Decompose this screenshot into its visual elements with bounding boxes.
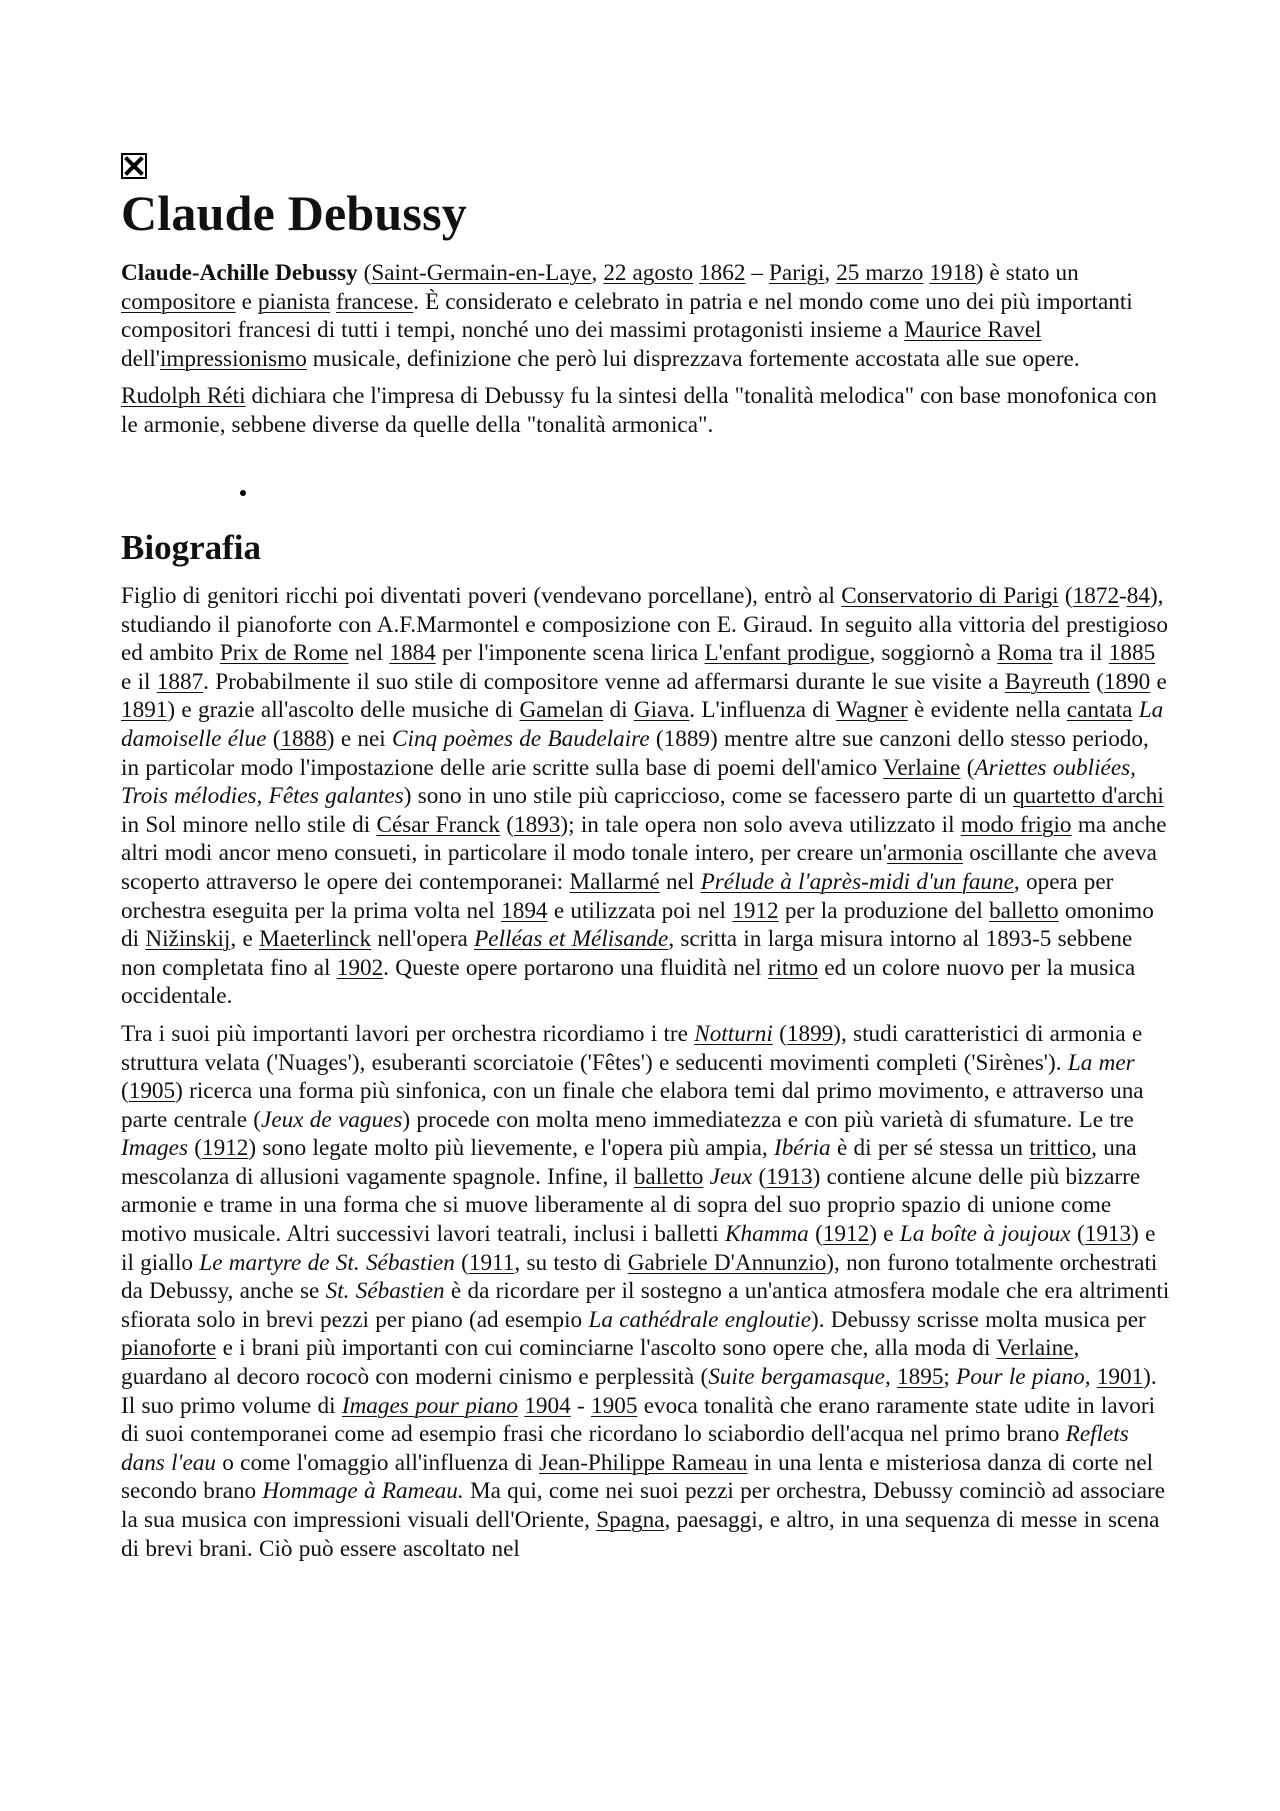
text-run: nell'opera (371, 926, 475, 953)
text-run: ). Debussy scrisse molta musica per (810, 1306, 1146, 1333)
text-run: ); in tale opera non solo aveva utilizzato il (560, 811, 961, 838)
wiki-link[interactable]: 1888 (280, 725, 327, 752)
wiki-link[interactable]: Notturni (694, 1020, 773, 1047)
text-run: è da ricordare per il sostegno a un'antica atmosfera modale che era altrimenti sfiorata solo in brevi pezzi per piano (ad esempio (121, 1278, 1170, 1333)
wiki-link[interactable]: cantata (1066, 697, 1133, 724)
wiki-link[interactable]: Gabriele D'Annunzio (627, 1249, 827, 1276)
text-run: , paesaggi, e altro, in una sequenza di messe in scena di brevi brani. Ciò può essere ascoltato nel (121, 1507, 1160, 1562)
text-run: oscillante che aveva scoperto attraverso le opere dei contemporanei: (121, 840, 1157, 895)
wiki-link[interactable]: 1891 (121, 697, 168, 724)
italic-text: La cathédrale engloutie (588, 1306, 811, 1333)
text-run: ( (1070, 1221, 1085, 1248)
wiki-link[interactable]: balletto (633, 1163, 704, 1190)
text-run: ( (357, 260, 372, 286)
biography-paragraph (121, 582, 1171, 1011)
text-run: , su testo di (514, 1249, 628, 1276)
wiki-link[interactable]: Images pour piano (341, 1392, 519, 1419)
text-run: ), studi caratteristici di armonia e struttura velata ('Nuages'), esuberanti scorciatoie ('Fêtes') e seducenti movimenti completi ('Sirènes'). (121, 1020, 1143, 1076)
wiki-link[interactable]: 1872 (1072, 583, 1120, 609)
italic-text: Ibéria (773, 1135, 831, 1162)
wiki-link[interactable]: 22 agosto (603, 260, 694, 286)
text-run: dichiara che l'impresa di Debussy fu la sintesi della "tonalità melodica" con base monofonica con le armonie, sebbene diverse da quelle della "tonalità armonica". (121, 383, 1157, 438)
text-run: ). Il suo primo volume di (121, 1364, 1157, 1419)
text-run: ) sono in uno stile più capriccioso, come se facessero parte di un (403, 783, 1013, 810)
text-run: ( (1089, 668, 1104, 695)
text-run: - (570, 1392, 592, 1419)
text-run: , e (230, 926, 260, 953)
text-run: , (591, 260, 604, 286)
wiki-link[interactable]: Wagner (836, 697, 908, 724)
text-run: è evidente nella (907, 697, 1067, 724)
text-run: ) e nei (326, 725, 393, 752)
broken-image-icon (121, 153, 147, 179)
text-run: e il (121, 668, 157, 695)
wiki-link[interactable]: Parigi (769, 260, 825, 286)
text-run: ( (121, 1078, 129, 1105)
wiki-link[interactable]: Verlaine (883, 754, 961, 781)
text-run: ( (187, 1135, 203, 1162)
italic-text: Cinq poèmes de Baudelaire (392, 725, 650, 752)
text-run: , opera per orchestra eseguita per la prima volta nel (121, 868, 1114, 924)
text-run: e i brani più importanti con cui cominciarne l'ascolto sono opere che, alla moda di (216, 1335, 997, 1362)
wiki-link[interactable]: Nižinskij (145, 926, 231, 953)
wiki-link[interactable]: francese (336, 288, 414, 315)
intro-paragraph (121, 382, 1171, 439)
wiki-link[interactable]: Spagna (596, 1507, 665, 1533)
text-run: ) procede con molta meno immediatezza e con più varietà di sfumature. Le tre (402, 1106, 1134, 1133)
wiki-link[interactable]: trittico (1029, 1135, 1092, 1162)
italic-text: Khamma (725, 1221, 809, 1248)
text-run: evoca tonalità che erano raramente state udite in lavori di suoi contemporanei come ad esempio frasi che ricordano lo sciabordio dell'acqua nel primo brano (121, 1392, 1156, 1448)
text-run: ( (454, 1249, 469, 1276)
italic-text: Images (121, 1135, 188, 1162)
text-run: . È considerato e celebrato in patria e nel mondo come uno dei più importanti compositori francesi di tutti i tempi, nonché uno dei massimi protagonisti insieme a (121, 288, 1133, 344)
wiki-link[interactable]: 1894 (501, 897, 548, 924)
text-run: ), non furono totalmente orchestrati da Debussy, anche se (121, 1249, 1158, 1305)
text-run: Ma qui, come nei suoi pezzi per orchestra, Debussy cominciò ad associare la sua musica con impressioni visuali dell'Oriente, (121, 1478, 1166, 1533)
intro-paragraph (121, 259, 1171, 373)
wiki-link[interactable]: pianista (257, 288, 331, 315)
text-run: ed un colore nuovo per la musica occidentale. (121, 954, 1136, 1010)
wiki-link[interactable]: Roma (997, 640, 1053, 667)
wiki-link[interactable]: 1899 (786, 1020, 834, 1047)
text-run: ), studiando il pianoforte con A.F.Marmontel e composizione con E. Giraud. In seguito alla vittoria del prestigioso ed ambito (121, 583, 1168, 667)
italic-text: St. Sébastien (325, 1278, 445, 1305)
intro-section (121, 259, 1171, 449)
wiki-link[interactable]: Pelléas et Mélisande (474, 926, 669, 953)
text-run: ( (266, 725, 281, 752)
wiki-link[interactable]: Prélude à l'après-midi d'un faune (700, 868, 1014, 895)
bold-text: Claude-Achille Debussy (121, 260, 358, 286)
wiki-link[interactable]: Maeterlinck (259, 926, 372, 953)
text-run: , una mescolanza di allusioni vagamente spagnole. Infine, il (121, 1135, 1137, 1190)
text-run: e (235, 288, 258, 315)
wiki-link[interactable]: Jean-Philippe Rameau (539, 1449, 748, 1476)
biography-section (121, 582, 1171, 1572)
text-run: ) è stato un (975, 260, 1079, 286)
text-run: nel (348, 640, 390, 667)
text-run: Figlio di genitori ricchi poi diventati poveri (vendevano porcellane), entrò al (121, 583, 842, 609)
wiki-link[interactable]: 1890 (1103, 668, 1151, 695)
text-run: ) sono legate molto più lievemente, e l'opera più ampia, (248, 1135, 774, 1162)
page-title: Claude Debussy (121, 185, 467, 241)
italic-text: Jeux de vagues (261, 1106, 403, 1133)
text-run: in Sol minore nello stile di (121, 811, 377, 838)
bullet-icon (240, 490, 246, 496)
italic-text: Le martyre de St. Sébastien (199, 1249, 455, 1276)
wiki-link[interactable]: 1884 (389, 640, 436, 667)
text-run: in una lenta e misteriosa danza di corte nel secondo brano (121, 1449, 1154, 1505)
wiki-link[interactable]: Giava (633, 697, 690, 724)
wiki-link[interactable]: Rudolph Réti (121, 383, 246, 410)
biography-paragraph (121, 1020, 1171, 1563)
wiki-link[interactable]: Verlaine (996, 1335, 1074, 1362)
text-run: Tra i suoi più importanti lavori per orchestra ricordiamo i tre (121, 1020, 695, 1047)
text-run: – (745, 260, 770, 286)
wiki-link[interactable]: Bayreuth (1004, 668, 1090, 695)
text-run: . Queste opere portarono una fluidità nel (383, 954, 768, 981)
text-run: e (1150, 668, 1167, 695)
text-run: ) e il giallo (121, 1221, 1156, 1276)
wiki-link[interactable]: 1913 (766, 1163, 813, 1190)
wiki-link[interactable]: quartetto d'archi (1012, 783, 1164, 810)
text-run: per l'imponente scena lirica (435, 640, 705, 667)
italic-text: Hommage à Rameau. (262, 1478, 464, 1505)
text-run: ( (960, 754, 975, 781)
wiki-link[interactable]: L'enfant prodigue (704, 640, 870, 667)
text-run: ) ricerca una forma più sinfonica, con un finale che elabora temi dal primo movimento, e attraverso una parte centrale ( (121, 1078, 1144, 1133)
text-run: , soggiornò a (869, 640, 998, 667)
wiki-link[interactable]: pianoforte (121, 1335, 217, 1362)
text-run: ) e (869, 1221, 900, 1248)
wiki-link[interactable]: 1862 (699, 260, 746, 286)
italic-text: La damoiselle élue (121, 697, 1164, 752)
wiki-link[interactable]: armonia (886, 840, 963, 867)
wiki-link[interactable]: César Franck (376, 811, 500, 838)
wiki-link[interactable]: balletto (989, 897, 1059, 924)
wiki-link[interactable]: 1885 (1108, 640, 1156, 667)
text-run: musicale, definizione che però lui disprezzava fortemente accostata alle sue opere. (306, 345, 1080, 372)
wiki-link[interactable]: Mallarmé (569, 868, 660, 895)
text-run: ( (772, 1020, 787, 1047)
wiki-link[interactable]: 1905 (591, 1392, 638, 1419)
wiki-link[interactable]: 1902 (336, 954, 384, 981)
wiki-link[interactable]: 1918 (929, 260, 976, 286)
wiki-link[interactable]: Saint-Germain-en-Laye (371, 260, 592, 286)
text-run: dell' (121, 345, 160, 372)
italic-text: Reflets dans l'eau (121, 1421, 1129, 1476)
text-run: (1889) mentre altre sue canzoni dello stesso periodo, in particolar modo l'impostazione delle arie scritte sulla base di poemi dell'amico (121, 725, 1149, 781)
wiki-link[interactable]: 1895 (897, 1364, 944, 1391)
italic-text: La mer (1067, 1049, 1135, 1076)
text-run: . Probabilmente il suo stile di compositore venne ad affermarsi durante le sue visite a (203, 668, 1005, 695)
text-run: ) e grazie all'ascolto delle musiche di (167, 697, 520, 724)
text-run: ( (752, 1163, 767, 1190)
wiki-link[interactable]: 1911 (468, 1249, 515, 1276)
text-run: di (603, 697, 634, 724)
text-run: tra il (1052, 640, 1109, 667)
wiki-link[interactable]: impressionismo (159, 345, 307, 372)
wiki-link[interactable]: 1905 (128, 1078, 176, 1105)
text-run: ; (943, 1364, 957, 1391)
text-run: ( (1058, 583, 1073, 609)
wiki-link[interactable]: 1893 (514, 811, 561, 838)
wiki-link[interactable]: 1912 (732, 897, 779, 924)
wiki-link[interactable]: 25 marzo (836, 260, 924, 286)
text-run: ( (808, 1221, 823, 1248)
wiki-link[interactable]: Gamelan (519, 697, 604, 724)
text-run: , guardano al decoro rococò con moderni cinismo e perplessità ( (121, 1335, 1080, 1391)
text-run: ) contiene alcune delle più bizzarre armonie e trame in una forma che si muove liberamente al di sopra del suo proprio spazio di unione come motivo musicale. Altri successivi lavori teatrali, inclusi i balletti (121, 1163, 1141, 1248)
italic-text: Suite bergamasque, (708, 1364, 891, 1391)
text-run: per la produzione del (778, 897, 990, 924)
wiki-link[interactable]: compositore (121, 288, 236, 315)
wiki-link[interactable]: 1887 (156, 668, 204, 695)
text-run: , scritta in larga misura intorno al 1893-5 sebbene non completata fino al (121, 926, 1133, 981)
wiki-link[interactable]: Maurice Ravel (904, 317, 1042, 344)
text-run: - (1119, 583, 1127, 609)
text-run: ( (499, 811, 514, 838)
italic-text: Ariettes oubliées, Trois mélodies, Fêtes galantes (121, 754, 1136, 810)
wiki-link[interactable]: Conservatorio di Parigi (841, 583, 1059, 609)
text-run: omonimo di (121, 897, 1154, 953)
wiki-link[interactable]: modo frigio (960, 811, 1072, 838)
wiki-link[interactable]: 1912 (202, 1135, 249, 1162)
wiki-link[interactable]: 1901 (1096, 1364, 1144, 1391)
italic-text: La boîte à joujoux (899, 1221, 1071, 1248)
text-run: è di per sé stessa un (830, 1135, 1030, 1162)
text-run: , (824, 260, 837, 286)
wiki-link[interactable]: 1912 (822, 1221, 870, 1248)
wiki-link[interactable]: ritmo (767, 954, 819, 981)
wiki-link[interactable]: 84 (1126, 583, 1150, 609)
italic-text: Jeux (709, 1163, 753, 1190)
text-run: o come l'omaggio all'influenza di (215, 1449, 539, 1476)
text-run: nel (659, 868, 701, 895)
text-run: . L'influenza di (689, 697, 837, 724)
text-run: e utilizzata poi nel (547, 897, 733, 924)
italic-text: Pour le piano, (956, 1364, 1091, 1391)
wiki-link[interactable]: Prix de Rome (219, 640, 349, 667)
section-heading-biografia: Biografia (121, 528, 261, 567)
wiki-link[interactable]: 1913 (1084, 1221, 1132, 1248)
wiki-link[interactable]: 1904 (524, 1392, 571, 1419)
text-run: ma anche altri modi ancor meno consueti, in particolare il modo tonale intero, per creare un' (121, 811, 1167, 867)
